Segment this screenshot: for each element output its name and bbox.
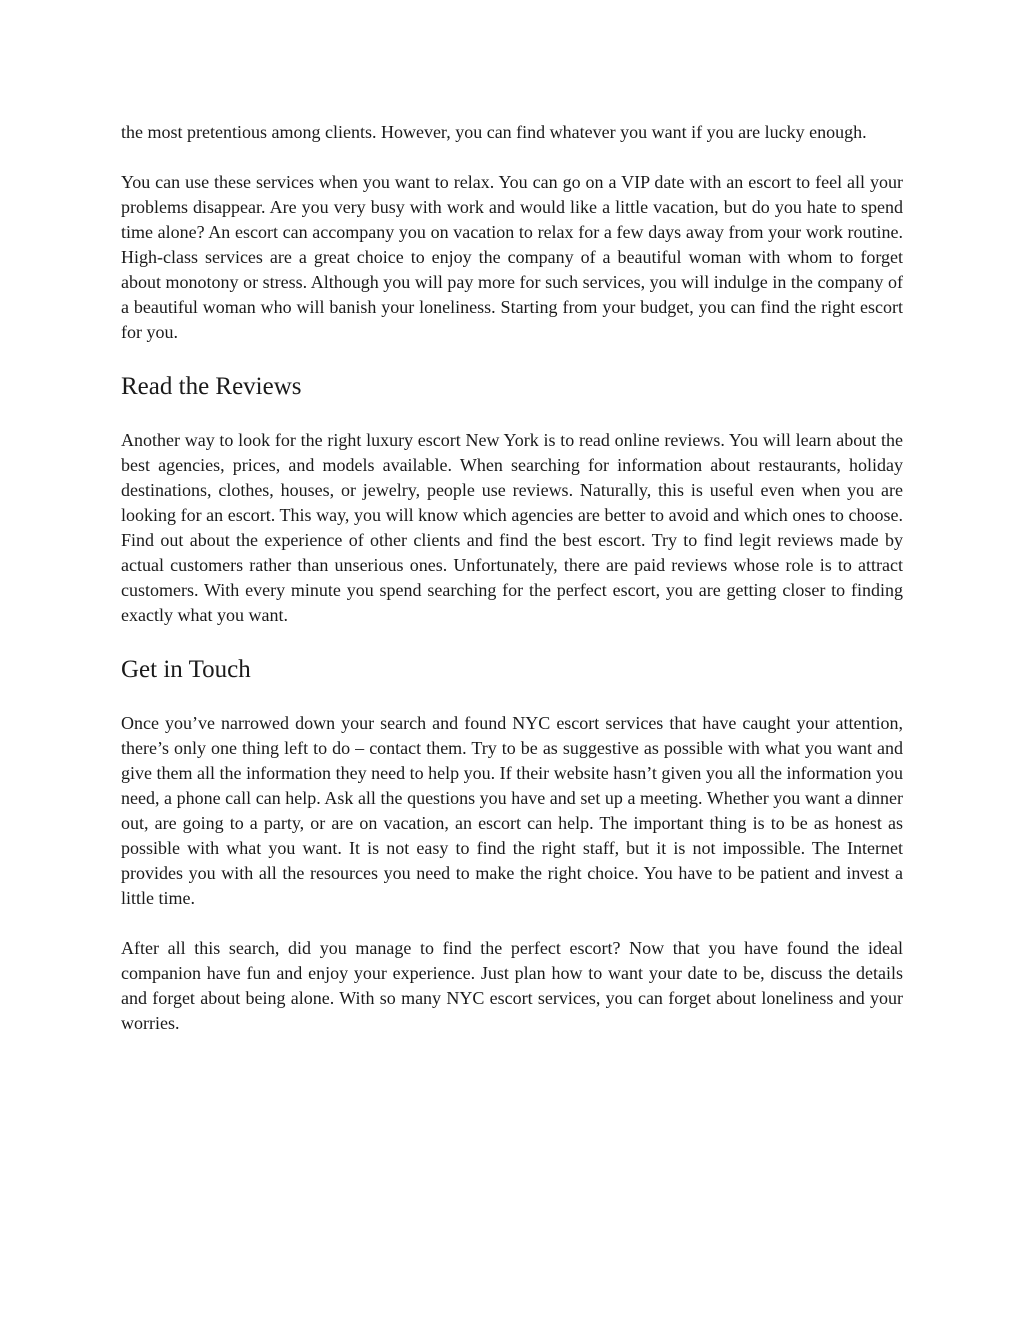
reviews-paragraph: Another way to look for the right luxury escort New York is to read online reviews. You will learn about the best agencies, prices, and models available. When searching for information about restaurants, holiday destinations, clothes, houses, or jewelry, people use reviews. Naturally, this is useful even when you are looking for an escort. This way, you will know which agencies are better to avoid and which ones to choose. Find out about the experience of other clients and find the best escort. Try to find legit reviews made by actual customers rather than unserious ones. Unfortunately, there are paid reviews whose role is to attract customers. With every minute you spend searching for the perfect escort, you are getting closer to finding exactly what you want. <box>121 430 903 625</box>
section-heading-get-in-touch: Get in Touch <box>121 656 251 683</box>
intro-paragraph-1: the most pretentious among clients. However, you can find whatever you want if you are lucky enough. <box>121 122 867 142</box>
touch-paragraph-2: After all this search, did you manage to find the perfect escort? Now that you have found the ideal companion have fun and enjoy your experience. Just plan how to want your date to be, discuss the details and forget about being alone. With so many NYC escort services, you can forget about loneliness and your worries. <box>121 938 903 1033</box>
document-page <box>121 120 903 1036</box>
intro-paragraph-2: You can use these services when you want to relax. You can go on a VIP date with an escort to feel all your problems disappear. Are you very busy with work and would like a little vacation, but do you hate to spend time alone? An escort can accompany you on vacation to relax for a few days away from your work routine. High-class services are a great choice to enjoy the company of a beautiful woman with whom to forget about monotony or stress. Although you will pay more for such services, you will indulge in the company of a beautiful woman who will banish your loneliness. Starting from your budget, you can find the right escort for you. <box>121 172 903 342</box>
touch-paragraph-1: Once you’ve narrowed down your search and found NYC escort services that have caught your attention, there’s only one thing left to do – contact them. Try to be as suggestive as possible with what you want and give them all the information they need to help you. If their website hasn’t given you all the information you need, a phone call can help. Ask all the questions you have and set up a meeting. Whether you want a dinner out, are going to a party, or are on vacation, an escort can help. The important thing is to be as honest as possible with what you want. It is not easy to find the right staff, but it is not impossible. The Internet provides you with all the resources you need to make the right choice. You have to be patient and invest a little time. <box>121 713 903 908</box>
section-heading-reviews: Read the Reviews <box>121 373 302 400</box>
